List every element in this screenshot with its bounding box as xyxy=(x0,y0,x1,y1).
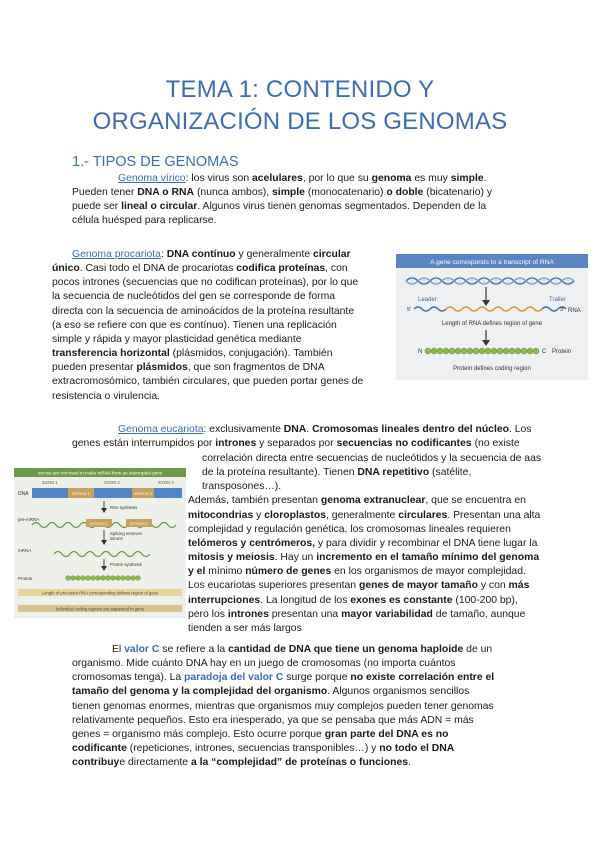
svg-text:Length of precursor RNA corres: Length of precursor RNA corresponding defines region of gene xyxy=(41,590,159,596)
c-value-term: valor C xyxy=(124,644,160,655)
svg-text:Protein: Protein xyxy=(18,576,33,581)
leader-label: Leader xyxy=(418,297,437,303)
prokaryote-gene-figure xyxy=(396,254,588,380)
svg-text:Splicing removes: Splicing removes xyxy=(110,531,142,536)
svg-text:EXON 3: EXON 3 xyxy=(158,480,174,485)
title-line-2: ORGANIZACIÓN DE LOS GENOMAS xyxy=(92,108,508,135)
svg-text:Individual coding regions are: Individual coding regions are separated in gene xyxy=(56,606,144,612)
protein-chain-icon xyxy=(425,348,539,354)
gene-dna-bar xyxy=(32,488,182,498)
svg-text:DNA: DNA xyxy=(18,491,29,497)
eukaryote-genome-intro: Genoma eucariota: exclusivamente DNA. Cromosomas lineales dentro del núcleo. Los genes están interrumpidos por intrones y separados por secuencias no codificantes (no existe xyxy=(72,424,532,450)
svg-text:5': 5' xyxy=(407,307,412,313)
figure-title: A gene corresponds to a transcript of RNA xyxy=(430,259,554,266)
svg-text:INTRON 2: INTRON 2 xyxy=(130,522,148,526)
protein-label: Protein xyxy=(552,349,572,355)
c-value-paradox-term: paradoja del valor C xyxy=(184,672,284,684)
eukaryote-gene-figure xyxy=(14,468,186,618)
protein-caption: Protein defines coding region xyxy=(453,366,531,372)
eukaryote-genome-paragraph: correlación directa entre secuencias de nucleótidos y la secuencia de aas de la proteína resultante). Tienen DNA repetitivo (satélite, transposones…). Además, también presentan genoma extranuclear, que se encuentra en mitocondrias y cloroplastos, generalmente circulares. Presentan una alta complejidad y regulación genética, los cromosomas lineales requieren telómeros y centrómeros, y para dividir y recombinar el DNA tiene lugar la mitosis y meiosis. Hay un incremento en el tamaño mínimo del genoma y el mínimo número de genes en los organismos de mayor complejidad. Los eucariotas superiores presentan genes de mayor tamaño y con más interrupciones. La longitud de los exones es constante (100-200 bp), pero los intrones presentan una mayor variabilidad de tamaño, aunque tienden a ser más largos xyxy=(188,453,542,634)
svg-text:Protein synthesis: Protein synthesis xyxy=(110,562,142,567)
trailer-label: Trailer xyxy=(549,297,566,303)
c-value-paragraph: El valor C se refiere a la cantidad de DNA que tiene un genoma haploide de un organismo. Mide cuánto DNA hay en un juego de cromosomas (no importa cuántos cromosomas tenga). La paradoja del valor C surge porque no existe correlación entre el tamaño del genoma y la complejidad del organismo. Algunos organismos sencillos tienen genomas enormes, mientras que organismos muy complejos pueden tener genomas relativamente pequeños. Esto era inesperado, ya que se pensaba que más ADN = más genes = organismo más complejo. Esto ocurre porque gran parte del DNA es no codificante (repeticiones, intrones, secuencias transponibles…) y no todo el DNA contribuye directamente a la “complejidad” de proteínas o funciones. xyxy=(72,644,495,769)
svg-text:EXON 1: EXON 1 xyxy=(42,480,58,485)
svg-text:RNA synthesis: RNA synthesis xyxy=(110,505,138,510)
svg-text:INTRON 1: INTRON 1 xyxy=(72,492,90,496)
euk-figure-title: Introns are removed to make mRNA from an interrupted gene xyxy=(37,470,163,476)
viral-genome-paragraph: Genoma vírico: los virus son acelulares, por lo que su genoma es muy simple. Pueden tener DNA o RNA (nunca ambos), simple (monocatenario) o doble (bicatenario) y puede ser lineal o circular. Algunos virus tienen genomas segmentados. Dependen de la célula huésped para replicarse. xyxy=(72,173,493,227)
eukaryote-genome-label: Genoma eucariota xyxy=(118,424,204,435)
svg-text:INTRON 2: INTRON 2 xyxy=(134,492,152,496)
title-line-1: TEMA 1: CONTENIDO Y xyxy=(165,76,435,103)
section-heading: 1.- TIPOS DE GENOMAS xyxy=(72,154,239,170)
svg-text:N: N xyxy=(418,349,423,355)
rna-label: RNA xyxy=(568,308,581,314)
svg-text:INTRON 1: INTRON 1 xyxy=(90,522,108,526)
length-caption: Length of RNA defines region of gene xyxy=(441,321,543,327)
svg-text:introns: introns xyxy=(110,536,123,541)
svg-text:C: C xyxy=(542,349,547,355)
prokaryote-genome-paragraph: Genoma procariota: DNA contínuo y generalmente circular único. Casi todo el DNA de procariotas codifica proteínas, con pocos intrones (secuencias que no codifican proteínas), por lo que la secuencia de nucleótidos del gen se corresponde de forma directa con la secuencia de aminoácidos de la proteína resultante (a eso se refiere con que es contínuo). Tienen una replicación simple y rápida y mayor plasticidad genética mediante transferencia horizontal (plásmidos, conjugación). También pueden presentar plásmidos, que son fragmentos de DNA extracromosómico, también circulares, que pueden portar genes de resistencia o virulencia. xyxy=(52,249,364,402)
svg-text:3': 3' xyxy=(560,307,565,313)
svg-text:pre-mRNA: pre-mRNA xyxy=(18,517,40,522)
svg-text:mRNA: mRNA xyxy=(18,548,32,553)
page-title xyxy=(0,74,600,138)
svg-text:EXON 2: EXON 2 xyxy=(104,480,120,485)
viral-genome-label: Genoma vírico xyxy=(118,173,186,184)
euk-protein-chain-icon xyxy=(66,576,141,581)
prokaryote-genome-label: Genoma procariota xyxy=(72,249,161,260)
